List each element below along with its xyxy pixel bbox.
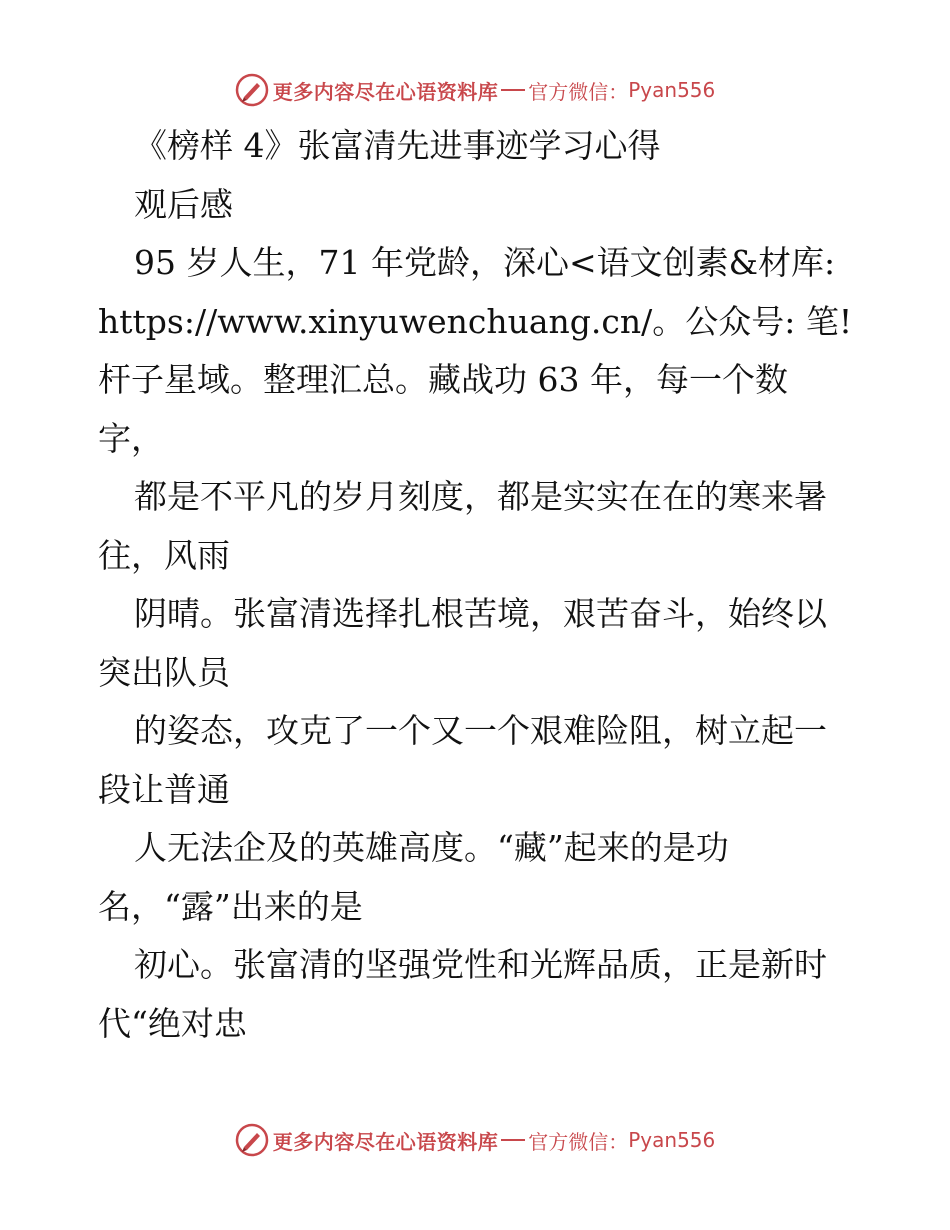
text-line: 名，“露”出来的是: [98, 886, 363, 926]
text-line: 都是不平凡的岁月刻度，都是实实在在的寒来暑: [134, 477, 827, 516]
document-body: [98, 117, 868, 1053]
footer-sub-text: 官方微信：: [528, 1129, 629, 1154]
text-line: 初心。张富清的坚强党性和光辉品质，正是新时: [134, 945, 827, 984]
header-banner: [0, 70, 950, 110]
text-line: 《榜样 4》张富清先进事迹学习心得: [134, 126, 661, 165]
text-line: 阴晴。张富清选择扎根苦境，艰苦奋斗，始终以: [134, 594, 827, 633]
footer-handle: Pyan556: [628, 1128, 716, 1152]
text-line: 人无法企及的英雄高度。“藏”起来的是功: [134, 828, 729, 867]
footer-main-text: 更多内容尽在心语资料库: [272, 1129, 499, 1154]
text-line: 的姿态，攻克了一个又一个艰难险阻，树立起一: [134, 711, 827, 750]
text-line: 95 岁人生，71 年党龄，深心<语文创素&材库:: [134, 243, 836, 282]
text-line: 突出队员: [98, 652, 230, 692]
text-line: 往，风雨: [98, 535, 230, 575]
footer-banner: [0, 1120, 950, 1160]
text-line: 代“绝对忠: [98, 1003, 247, 1043]
text-line: 字，: [98, 418, 164, 458]
pen-seal-logo: [235, 1123, 269, 1157]
header-handle: Pyan556: [628, 78, 716, 102]
header-sub-text: 官方微信：: [528, 79, 629, 104]
text-line: 观后感: [134, 184, 233, 224]
text-line: 段让普通: [98, 769, 230, 809]
text-line: 杆子星域。整理汇总。藏战功 63 年，每一个数: [98, 360, 788, 399]
header-main-text: 更多内容尽在心语资料库: [272, 79, 499, 104]
footer-dash: [501, 1139, 525, 1141]
pen-seal-logo: [235, 73, 269, 107]
header-dash: [501, 89, 525, 91]
text-line: https://www.xinyuwenchuang.cn/。公众号: 笔!: [98, 301, 853, 341]
